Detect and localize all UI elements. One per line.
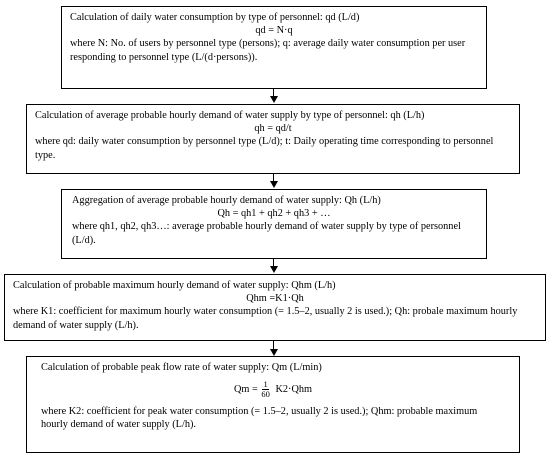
step-formula: Qhm =K1·Qh — [246, 293, 304, 305]
step-formula: qh = qd/t — [254, 123, 292, 135]
step-note: where qd: daily water consumption by personnel type (L/d); t: Daily operating time corresponding to personnel type. — [35, 136, 494, 161]
formula-lhs: Qm = — [233, 384, 258, 396]
step-formula: Qh = qh1 + qh2 + qh3 + … — [217, 208, 331, 220]
step-box-max-hourly-demand — [4, 274, 546, 341]
arrow-2-head — [270, 181, 278, 188]
step-title: Aggregation of average probable hourly demand of water supply: Qh (L/h) — [72, 195, 381, 206]
step-box-daily-consumption — [61, 6, 487, 89]
step-title: Calculation of probable maximum hourly demand of water supply: Qhm (L/h) — [13, 280, 336, 291]
step-formula — [41, 380, 505, 399]
step-title: Calculation of daily water consumption by type of personnel: qd (L/d) — [70, 12, 360, 23]
step-note: where N: No. of users by personnel type (persons); q: average daily water consumption per user responding to personnel type (L/(d·persons)). — [70, 38, 466, 63]
step-note: where K1: coefficient for maximum hourly water consumption (= 1.5–2, usually 2 is used.); Qh: probale maximum hourly demand of water supply (L/h). — [13, 306, 518, 331]
step-note: where K2: coefficient for peak water consumption (= 1.5–2, usually 2 is used.); Qhm: probable maximum hourly demand of water supply (L/h). — [41, 406, 478, 431]
formula-rhs: K2·Qhm — [275, 384, 313, 396]
step-box-average-hourly-demand — [26, 104, 520, 174]
step-note: where qh1, qh2, qh3…: average probable hourly demand of water supply by type of personnel (L/d). — [72, 221, 461, 246]
fraction-numerator: 1 — [263, 379, 268, 390]
arrow-4-head — [270, 349, 278, 356]
step-title: Calculation of average probable hourly demand of water supply by type of personnel: qh (L/h) — [35, 110, 425, 121]
fraction-denominator: 60 — [261, 389, 270, 400]
step-box-aggregation — [61, 189, 487, 259]
formula-fraction — [260, 380, 271, 399]
step-box-peak-flow-rate — [26, 356, 520, 453]
arrow-3-head — [270, 266, 278, 273]
step-title: Calculation of probable peak flow rate of water supply: Qm (L/min) — [41, 362, 322, 373]
step-formula: qd = N·q — [255, 25, 293, 37]
arrow-1-head — [270, 96, 278, 103]
